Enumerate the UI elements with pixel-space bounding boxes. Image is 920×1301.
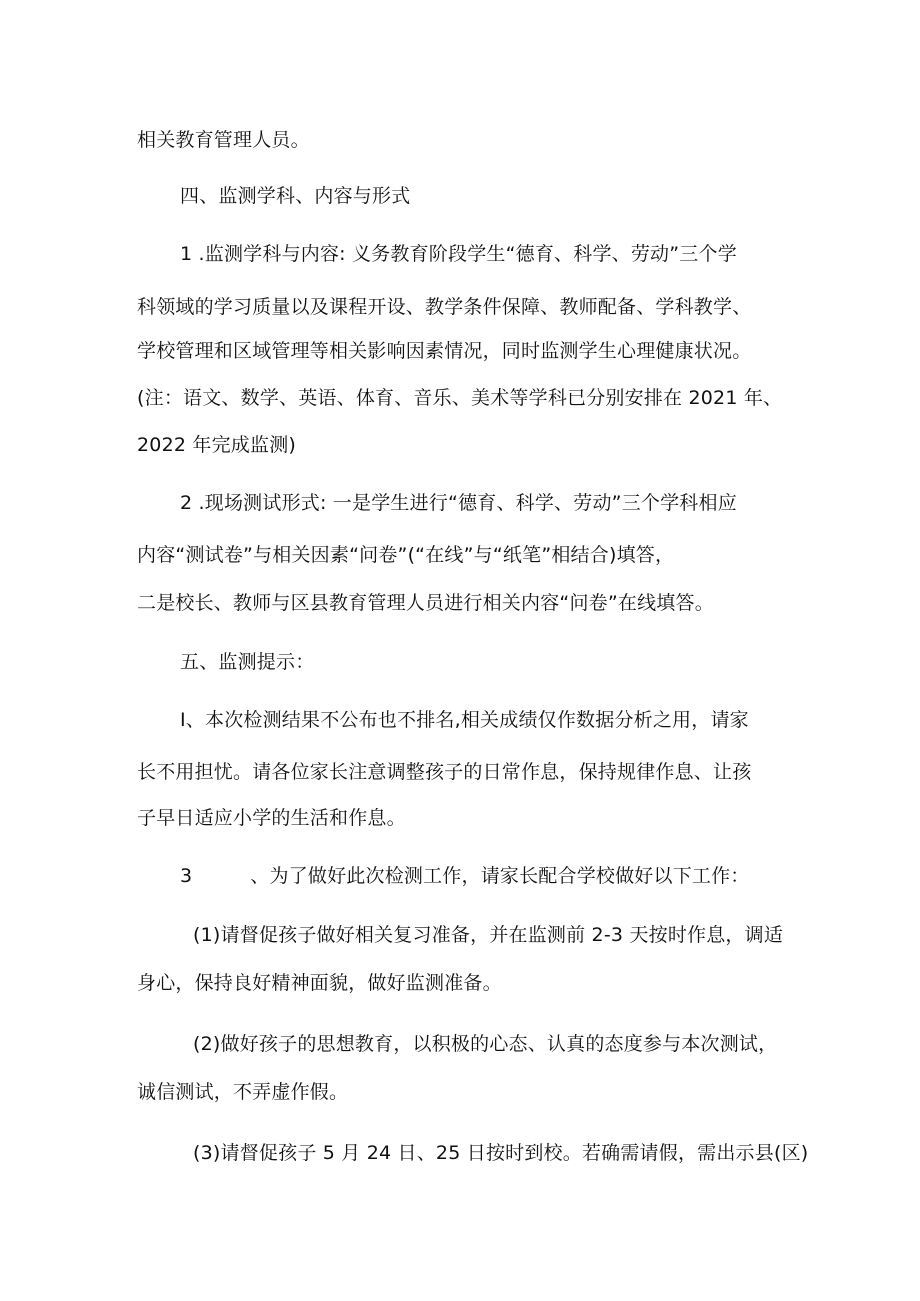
paragraph-line: I、本次检测结果不公布也不排名,相关成绩仅作数据分析之用，请家 [180, 709, 749, 731]
item-number: 3 [180, 865, 193, 887]
paragraph-line: 二是校长、教师与区县教育管理人员进行相关内容“问卷”在线填答。 [137, 592, 714, 614]
paragraph-line: 2 .现场测试形式: 一是学生进行“德育、科学、劳动”三个学科相应 [180, 492, 737, 514]
paragraph-line: 内容“测试卷”与相关因素“问卷”(“在线”与“纸笔”相结合)填答， [137, 544, 675, 566]
paragraph-line: 科领域的学习质量以及课程开设、教学条件保障、教师配备、学科教学、 [137, 296, 752, 318]
paragraph-line: 长不用担忧。请各位家长注意调整孩子的日常作息，保持规律作息、让孩 [137, 761, 752, 783]
paragraph-line: 学校管理和区域管理等相关影响因素情况，同时监测学生心理健康状况。 [137, 340, 752, 362]
paragraph-line: 相关教育管理人员。 [137, 129, 310, 151]
paragraph-line: 2022 年完成监测) [137, 434, 297, 456]
section-heading: 四、监测学科、内容与形式 [180, 185, 411, 207]
item-text: 、为了做好此次检测工作，请家长配合学校做好以下工作： [250, 865, 750, 887]
paragraph-line: (注：语文、数学、英语、体育、音乐、美术等学科已分别安排在 2021 年、 [137, 387, 783, 409]
paragraph-line: (3)请督促孩子 5 月 24 日、25 日按时到校。若确需请假，需出示县(区) [193, 1142, 809, 1164]
numbered-item [180, 864, 750, 888]
section-heading: 五、监测提示： [180, 651, 315, 673]
paragraph-line: 身心，保持良好精神面貌，做好监测准备。 [137, 972, 502, 994]
paragraph-line: 子早日适应小学的生活和作息。 [137, 807, 406, 829]
paragraph-line: 诚信测试，不弄虚作假。 [137, 1081, 349, 1103]
paragraph-line: (1)请督促孩子做好相关复习准备，并在监测前 2-3 天按时作息，调适 [193, 924, 784, 946]
paragraph-line: 1 .监测学科与内容: 义务教育阶段学生“德育、科学、劳动”三个学 [180, 243, 737, 265]
paragraph-line: (2)做好孩子的思想教育，以积极的心态、认真的态度参与本次测试， [193, 1033, 778, 1055]
